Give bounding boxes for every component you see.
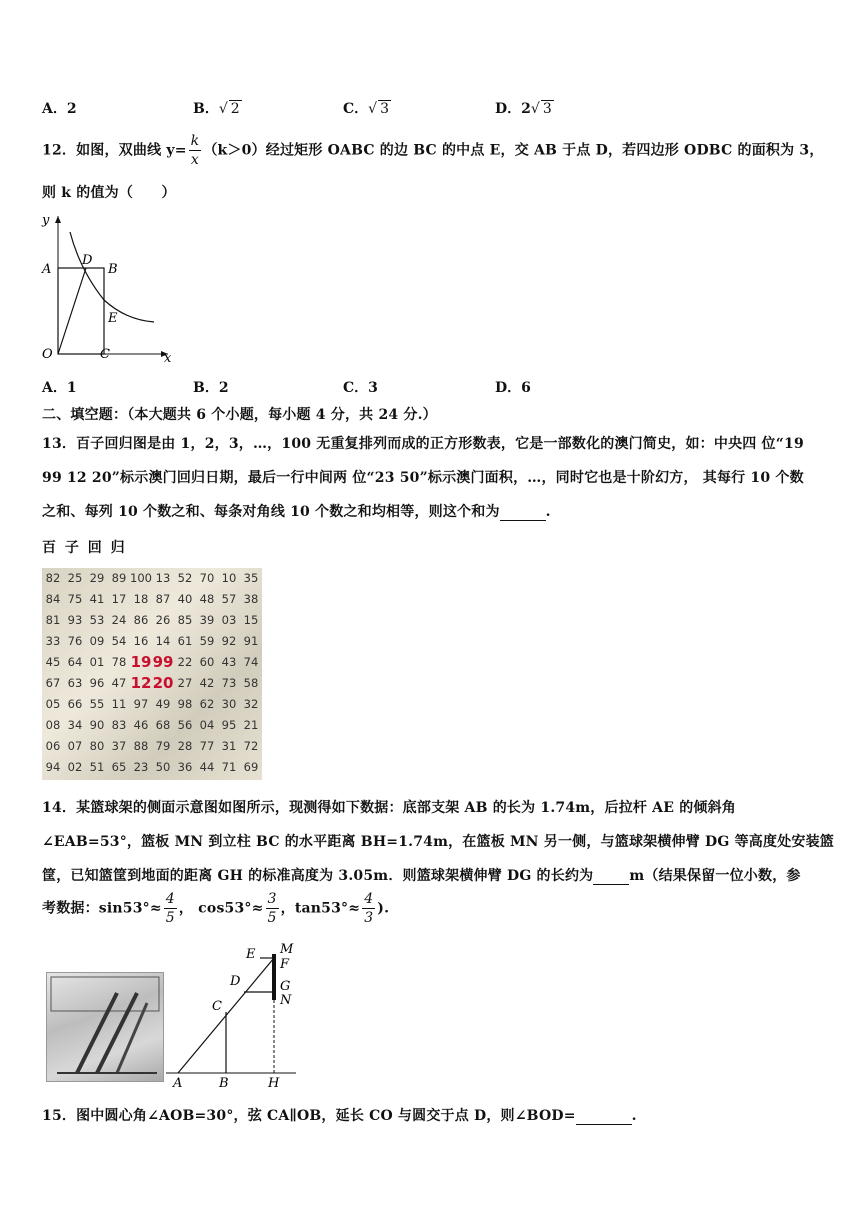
grid-cell: 34 [67,718,83,732]
q12-stem-line1: 12．如图，双曲线 y= $\frac{k}{x}$ （k＞0）经过矩形 OABC 的边 BC 的中点 E，交 AB 于点 D，若四边形 ODBC 的面积为 3， [42,133,824,168]
svg-text:D: D [230,974,241,989]
grid-cell: 20 [152,674,174,692]
grid-cell: 09 [89,634,105,648]
grid-cell: 46 [133,718,149,732]
grid-cell: 95 [221,718,237,732]
hyperbola-fraction: $\frac{k}{x}$ [190,133,200,168]
grid-cell: 97 [133,697,149,711]
grid-cell: 94 [45,760,61,774]
grid-cell: 69 [243,760,259,774]
grid-cell: 28 [177,739,193,753]
grid-cell: 98 [177,697,193,711]
basketball-stand-diagram [164,940,304,1090]
grid-cell: 08 [45,718,61,732]
svg-text:x: x [164,351,172,366]
grid-cell: 06 [45,739,61,753]
grid-cell: 18 [133,592,149,606]
q11-option-a: A．2 [42,101,77,117]
grid-cell: 67 [45,676,61,690]
grid-cell: 78 [111,655,127,669]
grid-cell: 96 [89,676,105,690]
grid-cell: 51 [89,760,105,774]
grid-cell: 59 [199,634,215,648]
grid-cell: 17 [111,592,127,606]
grid-cell: 71 [221,760,237,774]
grid-cell: 23 [133,760,149,774]
grid-cell: 21 [243,718,259,732]
svg-text:y: y [42,213,50,228]
grid-cell: 81 [45,613,61,627]
grid-cell: 50 [155,760,171,774]
grid-cell: 62 [199,697,215,711]
grid-cell: 53 [89,613,105,627]
basketball-stand-photo [46,972,164,1082]
section-fill-in-heading: 二、填空题：（本大题共 6 个小题，每小题 4 分，共 24 分.） [42,407,437,423]
grid-cell: 03 [221,613,237,627]
grid-cell: 84 [45,592,61,606]
svg-text:H: H [268,1076,280,1090]
svg-text:A: A [42,262,52,277]
grid-cell: 93 [67,613,83,627]
grid-cell: 45 [45,655,61,669]
grid-cell: 80 [89,739,105,753]
svg-text:B: B [108,262,118,277]
grid-cell: 48 [199,592,215,606]
grid-cell: 11 [111,697,127,711]
q12-option-d: D．6 [495,380,531,396]
grid-cell: 32 [243,697,259,711]
grid-cell: 61 [177,634,193,648]
svg-text:N: N [280,993,292,1008]
grid-cell: 38 [243,592,259,606]
grid-cell: 52 [177,571,193,585]
grid-cell: 99 [152,653,174,671]
grid-cell: 55 [89,697,105,711]
q13-grid-caption: 百 子 回 归 [42,540,127,556]
grid-cell: 57 [221,592,237,606]
q15-stem: 15．图中圆心角∠AOB=30°，弦 CA∥OB，延长 CO 与圆交于点 D，则∠BOD= . [42,1108,637,1124]
grid-cell: 14 [155,634,171,648]
grid-cell: 01 [89,655,105,669]
grid-cell: 22 [177,655,193,669]
grid-cell: 73 [221,676,237,690]
hyperbola-rectangle-figure [36,210,176,370]
grid-cell: 56 [177,718,193,732]
q13-stem-line1: 13．百子回归图是由 1，2，3，…，100 无重复排列而成的正方形数表，它是一部数化的澳门简史，如：中央四 位“19 [42,436,804,452]
grid-cell: 87 [155,592,171,606]
grid-cell: 60 [199,655,215,669]
svg-text:F: F [280,957,290,972]
svg-text:O: O [42,347,53,362]
grid-cell: 89 [111,571,127,585]
grid-cell: 54 [111,634,127,648]
q12-option-c: C．3 [343,380,378,396]
svg-text:G: G [280,979,291,994]
q14-answer-blank[interactable] [593,870,629,885]
grid-cell: 66 [67,697,83,711]
svg-text:A: A [173,1076,183,1090]
grid-cell: 39 [199,613,215,627]
grid-cell: 12 [130,674,152,692]
q15-answer-blank[interactable] [576,1110,632,1125]
q11-option-c: C．√ 3 [343,101,389,117]
grid-cell: 86 [133,613,149,627]
grid-cell: 82 [45,571,61,585]
grid-cell: 25 [67,571,83,585]
svg-text:E: E [246,947,256,962]
q14-stem-line3: 筐，已知篮筐到地面的距离 GH 的标准高度为 3.05m．则篮球架横伸臂 DG 的长约为 m（结果保留一位小数，参 [42,868,801,884]
grid-cell: 65 [111,760,127,774]
grid-cell: 76 [67,634,83,648]
grid-cell: 58 [243,676,259,690]
grid-cell: 30 [221,697,237,711]
grid-cell: 31 [221,739,237,753]
q14-stem-line1: 14．某篮球架的侧面示意图如图所示，现测得如下数据：底部支架 AB 的长为 1.74m，后拉杆 AE 的倾斜角 [42,800,736,816]
q14-stem-line2: ∠EAB=53°，篮板 MN 到立柱 BC 的水平距离 BH=1.74m，在篮板 MN 另一侧，与篮球架横伸臂 DG 等高度处安装篮 [42,834,834,850]
grid-cell: 36 [177,760,193,774]
svg-text:C: C [100,347,110,362]
q12-option-b: B．2 [193,380,229,396]
grid-cell: 79 [155,739,171,753]
grid-cell: 10 [221,571,237,585]
grid-cell: 49 [155,697,171,711]
grid-cell: 42 [199,676,215,690]
grid-cell: 77 [199,739,215,753]
grid-cell: 04 [199,718,215,732]
svg-text:E: E [108,311,118,326]
q13-stem-line3: 之和、每列 10 个数之和、每条对角线 10 个数之和均相等，则这个和为 . [42,504,551,520]
grid-cell: 40 [177,592,193,606]
grid-cell: 72 [243,739,259,753]
svg-text:M: M [280,942,294,957]
q13-answer-blank[interactable] [500,506,546,521]
grid-cell: 02 [67,760,83,774]
q12-option-a: A．1 [42,380,77,396]
grid-cell: 90 [89,718,105,732]
grid-cell: 26 [155,613,171,627]
grid-cell: 64 [67,655,83,669]
q12-stem-line2: 则 k 的值为（ ） [42,185,176,201]
grid-cell: 37 [111,739,127,753]
grid-cell: 35 [243,571,259,585]
grid-cell: 44 [199,760,215,774]
grid-cell: 70 [199,571,215,585]
grid-cell: 24 [111,613,127,627]
svg-text:D: D [82,253,93,268]
grid-cell: 83 [111,718,127,732]
q11-option-b: B．√ 2 [193,101,240,117]
q14-stem-line4: 考数据：sin53°≈ $\frac{4}{5}$ ， cos53°≈ $\frac{3}{5}$ ，tan53°≈ $\frac{4}{3}$ ). [42,891,390,926]
q11-option-d: D．2√ 3 [495,101,552,117]
grid-cell: 47 [111,676,127,690]
grid-cell: 100 [130,571,152,585]
grid-cell: 27 [177,676,193,690]
grid-cell: 68 [155,718,171,732]
grid-cell: 92 [221,634,237,648]
grid-cell: 29 [89,571,105,585]
grid-cell: 16 [133,634,149,648]
grid-cell: 13 [155,571,171,585]
hundred-return-magic-square [42,568,262,780]
svg-text:C: C [212,999,222,1014]
grid-cell: 15 [243,613,259,627]
grid-cell: 85 [177,613,193,627]
grid-cell: 75 [67,592,83,606]
grid-cell: 88 [133,739,149,753]
grid-cell: 43 [221,655,237,669]
grid-cell: 07 [67,739,83,753]
grid-cell: 74 [243,655,259,669]
grid-cell: 19 [130,653,152,671]
svg-text:B: B [219,1076,229,1090]
grid-cell: 91 [243,634,259,648]
grid-cell: 41 [89,592,105,606]
grid-cell: 63 [67,676,83,690]
grid-cell: 33 [45,634,61,648]
q13-stem-line2: 99 12 20”标示澳门回归日期，最后一行中间两 位“23 50”标示澳门面积，…，同时它也是十阶幻方， 其每行 10 个数 [42,470,804,486]
grid-cell: 05 [45,697,61,711]
